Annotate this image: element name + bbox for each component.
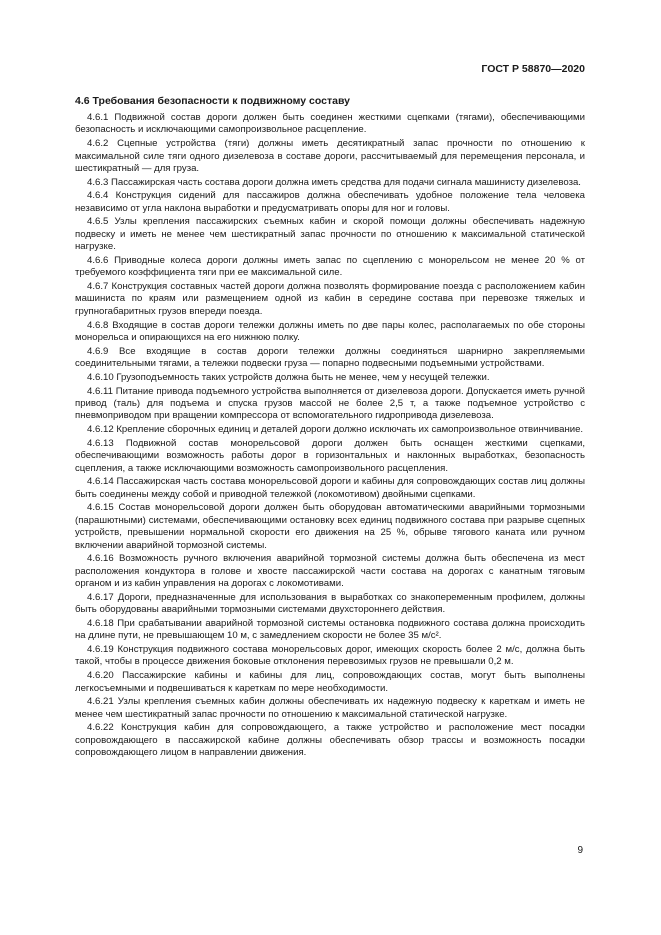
paragraph-4-6-21: 4.6.21 Узлы крепления съемных кабин должны обеспечивать их надежную подвеску к кареткам и иметь не менее чем шестикратный запас прочности по отношению к максимальной статической нагрузке. bbox=[75, 696, 585, 720]
paragraph-4-6-22: 4.6.22 Конструкция кабин для сопровождающего, а также устройство и расположение мест посадки сопровождающего в пассажирской кабине должны обеспечивать обзор трассы и возможность посадки сопровождающего лицом в направлении движения. bbox=[75, 722, 585, 759]
page-number: 9 bbox=[577, 845, 583, 856]
paragraph-4-6-20: 4.6.20 Пассажирские кабины и кабины для лиц, сопровождающих состав, могут быть выполнены легкосъемными и подвешиваться к кареткам по мере необходимости. bbox=[75, 670, 585, 694]
paragraph-4-6-15: 4.6.15 Состав монорельсовой дороги должен быть оборудован автоматическими аварийными тормозными (парашютными) системами, обеспечивающими остановку всех единиц подвижного состава при разрыве сцепных устройств, превышении нормальной скорости его движения на 25 %, обрыве тягового каната или ручном включении аварийной тормозной системы. bbox=[75, 502, 585, 551]
paragraph-4-6-3: 4.6.3 Пассажирская часть состава дороги должна иметь средства для подачи сигнала машинисту дизелевоза. bbox=[87, 176, 581, 188]
paragraph-4-6-19: 4.6.19 Конструкция подвижного состава монорельсовых дорог, имеющих скорость более 2 м/с, должна быть такой, чтобы в процессе движения боковые отклонения перевозимых грузов не превышали 0,2 м. bbox=[75, 644, 585, 668]
document-code: ГОСТ Р 58870—2020 bbox=[481, 63, 585, 75]
paragraph-4-6-4: 4.6.4 Конструкция сидений для пассажиров должна обеспечивать удобное положение тела человека независимо от угла наклона выработки и предусматривать опоры для ног и головы. bbox=[75, 190, 585, 214]
paragraph-4-6-6: 4.6.6 Приводные колеса дороги должны иметь запас по сцеплению с монорельсом не менее 20 % от требуемого коэффициента тяги при ее максимальной силе. bbox=[75, 254, 585, 279]
paragraph-4-6-5: 4.6.5 Узлы крепления пассажирских съемных кабин и скорой помощи должны обеспечивать надежную подвеску и иметь не менее чем шестикратный запас прочности по отношению к максимальной статической нагрузке. bbox=[75, 216, 585, 253]
section-content bbox=[75, 95, 585, 761]
section-title: 4.6 Требования безопасности к подвижному составу bbox=[75, 95, 351, 107]
paragraph-4-6-1: 4.6.1 Подвижной состав дороги должен быть соединен жесткими сцепками (тягами), обеспечивающими безопасность и исключающими самопроизвольное расцепление. bbox=[75, 112, 585, 136]
paragraph-4-6-12: 4.6.12 Крепление сборочных единиц и деталей дороги должно исключать их самопроизвольное отвинчивание. bbox=[87, 424, 584, 436]
paragraph-4-6-18: 4.6.18 При срабатывании аварийной тормозной системы остановка подвижного состава должна происходить на длине пути, не превышающем 10 м, с замедлением скорости не более 35 м/с². bbox=[75, 617, 585, 642]
paragraph-4-6-9: 4.6.9 Все входящие в состав дороги тележки должны соединяться шарнирно закрепляемыми соединительными тягами, а тележки подвески груза — попарно подвесными подъемными устройствами. bbox=[75, 345, 585, 370]
paragraph-4-6-17: 4.6.17 Дороги, предназначенные для использования в выработках со знакопеременным профилем, должны быть оборудованы аварийными тормозными системами двухстороннего действия. bbox=[75, 591, 585, 616]
paragraph-4-6-11: 4.6.11 Питание привода подъемного устройства выполняется от дизелевоза дороги. Допускается иметь ручной привод (таль) для подъема и спуска грузов массой не более 2,5 т, а также подъемное устройство с пневмоприводом при вращении компрессора от вспомогательного гидропривода дизелевоза. bbox=[75, 385, 585, 422]
paragraph-4-6-14: 4.6.14 Пассажирская часть состава монорельсовой дороги и кабины для сопровождающих состав лиц должны быть соединены между собой и приводной тележкой (локомотивом) двойными сцепками. bbox=[75, 476, 585, 500]
paragraph-4-6-7: 4.6.7 Конструкция составных частей дороги должна позволять формирование поезда с расположением кабин машиниста по краям или размещением одной из кабин в середине состава при перевозке тяжелых и групногабаритных грузов впереди поезда. bbox=[75, 281, 585, 317]
paragraph-4-6-10: 4.6.10 Грузоподъемность таких устройств должна быть не менее, чем у несущей тележки. bbox=[87, 371, 490, 383]
paragraph-4-6-13: 4.6.13 Подвижной состав монорельсовой дороги должен быть оснащен жесткими сцепками, обеспечивающими возможность работы дорог в горизонтальных и наклонных выработках, безопасность сцепления, а также исключающими возможность самопроизвольного расцепления. bbox=[75, 437, 585, 474]
paragraph-4-6-8: 4.6.8 Входящие в состав дороги тележки должны иметь по две пары колес, располагаемых по обе стороны монорельса и опирающихся на его нижнюю полку. bbox=[75, 319, 585, 343]
paragraph-4-6-2: 4.6.2 Сцепные устройства (тяги) должны иметь десятикратный запас прочности по отношению к максимальной силе тяги одного дизелевоза в составе дороги, рассчитываемый для перемещения персонала, и шестикратный — для груза. bbox=[75, 138, 585, 174]
paragraph-4-6-16: 4.6.16 Возможность ручного включения аварийной тормозной системы должна быть обеспечена из мест расположения кондуктора в голове и хвосте пассажирской части состава на дорогах с канатным тяговым органом и из кабин управления на дорогах с локомотивами. bbox=[75, 553, 585, 590]
